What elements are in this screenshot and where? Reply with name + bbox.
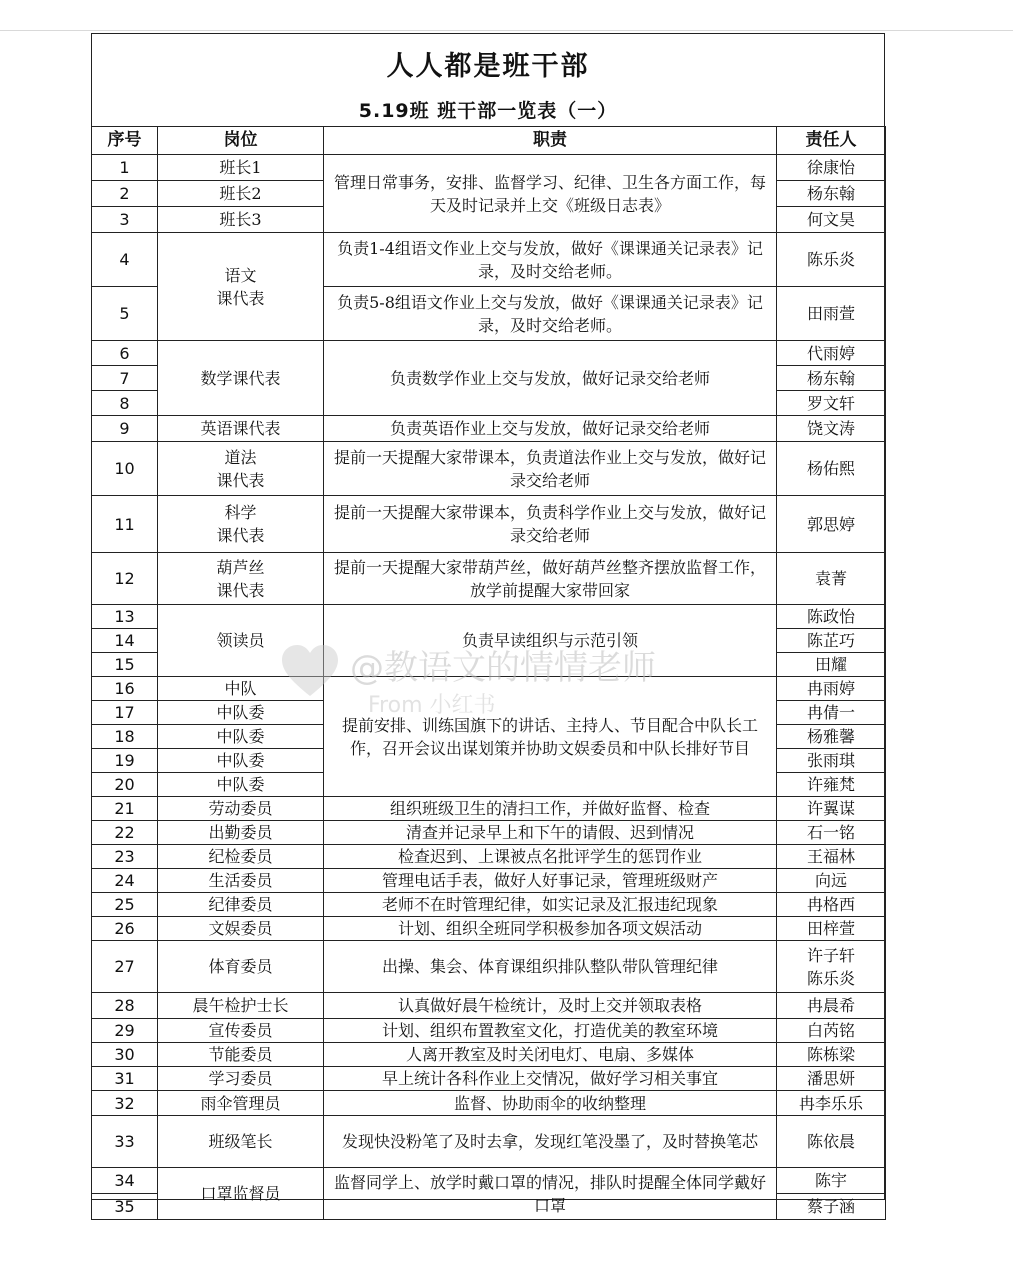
row-post: 中队委 — [158, 701, 324, 725]
table-row — [92, 1116, 886, 1168]
row-duty: 发现快没粉笔了及时去拿，发现红笔没墨了，及时替换笔芯 — [324, 1116, 777, 1168]
row-index: 30 — [92, 1043, 158, 1067]
table-row — [92, 893, 886, 917]
row-post: 中队委 — [158, 749, 324, 773]
table-row — [92, 993, 886, 1019]
row-index: 33 — [92, 1116, 158, 1168]
row-duty: 管理日常事务，安排、监督学习、纪律、卫生各方面工作，每天及时记录并上交《班级日志表》 — [324, 155, 777, 233]
table-row — [92, 496, 886, 553]
row-post: 雨伞管理员 — [158, 1091, 324, 1116]
row-duty: 监督、协助雨伞的收纳整理 — [324, 1091, 777, 1116]
row-owner: 袁菁 — [777, 553, 886, 605]
row-index: 12 — [92, 553, 158, 605]
watermark-handle: From 小红书 — [368, 693, 496, 718]
table-row — [92, 341, 886, 366]
row-index: 4 — [92, 233, 158, 287]
row-index: 16 — [92, 677, 158, 701]
row-owner: 郭思婷 — [777, 496, 886, 553]
row-post: 中队委 — [158, 725, 324, 749]
row-duty: 提前一天提醒大家带课本，负责科学作业上交与发放，做好记录交给老师 — [324, 496, 777, 553]
row-post: 班长3 — [158, 207, 324, 233]
table-row — [92, 1019, 886, 1043]
table-row — [92, 869, 886, 893]
table-row — [92, 416, 886, 442]
watermark-text: @教语文的情情老师 — [350, 648, 656, 688]
row-post: 口罩监督员 — [158, 1168, 324, 1220]
row-index: 9 — [92, 416, 158, 442]
row-index: 27 — [92, 941, 158, 993]
row-post: 班长2 — [158, 181, 324, 207]
row-owner: 冉晨希 — [777, 993, 886, 1019]
row-duty: 提前安排、训练国旗下的讲话、主持人、节目配合中队长工作，召开会议出谋划策并协助文娱委员和中队长排好节目 — [324, 677, 777, 797]
row-owner: 许雍梵 — [777, 773, 886, 797]
row-index: 14 — [92, 629, 158, 653]
row-index: 1 — [92, 155, 158, 181]
top-divider — [0, 30, 1013, 31]
header-index: 序号 — [92, 127, 158, 155]
row-post: 纪检委员 — [158, 845, 324, 869]
row-duty: 负责5-8组语文作业上交与发放，做好《课课通关记录表》记录，及时交给老师。 — [324, 287, 777, 341]
row-index: 15 — [92, 653, 158, 677]
row-owner: 何文昊 — [777, 207, 886, 233]
row-post: 宣传委员 — [158, 1019, 324, 1043]
header-duty: 职责 — [324, 127, 777, 155]
row-post: 英语课代表 — [158, 416, 324, 442]
row-index: 7 — [92, 366, 158, 391]
row-owner: 许子轩 陈乐炎 — [777, 941, 886, 993]
row-owner: 冉倩一 — [777, 701, 886, 725]
row-post: 晨午检护士长 — [158, 993, 324, 1019]
row-owner: 饶文涛 — [777, 416, 886, 442]
table-row — [92, 1168, 886, 1194]
row-duty: 负责早读组织与示范引领 — [324, 605, 777, 677]
row-owner: 代雨婷 — [777, 341, 886, 366]
row-post: 劳动委员 — [158, 797, 324, 821]
row-owner: 许翼谋 — [777, 797, 886, 821]
row-duty: 提前一天提醒大家带课本，负责道法作业上交与发放，做好记录交给老师 — [324, 442, 777, 496]
row-owner: 杨东翰 — [777, 181, 886, 207]
table-row — [92, 797, 886, 821]
row-post: 语文 课代表 — [158, 233, 324, 341]
row-post: 体育委员 — [158, 941, 324, 993]
page-title: 人人都是班干部 — [386, 51, 590, 82]
table-row — [92, 1091, 886, 1116]
row-post: 班级笔长 — [158, 1116, 324, 1168]
row-owner: 杨雅馨 — [777, 725, 886, 749]
row-index: 6 — [92, 341, 158, 366]
row-index: 20 — [92, 773, 158, 797]
header-owner: 责任人 — [777, 127, 886, 155]
row-index: 21 — [92, 797, 158, 821]
row-index: 26 — [92, 917, 158, 941]
row-index: 24 — [92, 869, 158, 893]
row-post: 节能委员 — [158, 1043, 324, 1067]
row-duty: 出操、集会、体育课组织排队整队带队管理纪律 — [324, 941, 777, 993]
table-row — [92, 845, 886, 869]
row-index: 22 — [92, 821, 158, 845]
header-post: 岗位 — [158, 127, 324, 155]
row-owner: 冉雨婷 — [777, 677, 886, 701]
row-index: 10 — [92, 442, 158, 496]
table-row — [92, 1043, 886, 1067]
row-index: 31 — [92, 1067, 158, 1091]
row-index: 8 — [92, 391, 158, 416]
row-owner: 田雨萱 — [777, 287, 886, 341]
table-row — [92, 155, 886, 181]
row-owner: 蔡子涵 — [777, 1194, 886, 1220]
row-owner: 田梓萱 — [777, 917, 886, 941]
row-owner: 陈政怡 — [777, 605, 886, 629]
row-duty: 组织班级卫生的清扫工作，并做好监督、检查 — [324, 797, 777, 821]
row-duty: 人离开教室及时关闭电灯、电扇、多媒体 — [324, 1043, 777, 1067]
row-owner: 田耀 — [777, 653, 886, 677]
table-row — [92, 553, 886, 605]
row-owner: 冉李乐乐 — [777, 1091, 886, 1116]
row-duty: 老师不在时管理纪律，如实记录及汇报违纪现象 — [324, 893, 777, 917]
row-index: 2 — [92, 181, 158, 207]
row-owner: 向远 — [777, 869, 886, 893]
row-duty: 负责英语作业上交与发放，做好记录交给老师 — [324, 416, 777, 442]
row-owner: 王福林 — [777, 845, 886, 869]
row-post: 中队 — [158, 677, 324, 701]
row-owner: 杨佑熙 — [777, 442, 886, 496]
row-duty: 监督同学上、放学时戴口罩的情况，排队时提醒全体同学戴好口罩 — [324, 1168, 777, 1220]
row-index: 5 — [92, 287, 158, 341]
row-duty: 清查并记录早上和下午的请假、迟到情况 — [324, 821, 777, 845]
row-post: 出勤委员 — [158, 821, 324, 845]
row-owner: 石一铭 — [777, 821, 886, 845]
table-row — [92, 941, 886, 993]
row-owner: 张雨琪 — [777, 749, 886, 773]
row-post: 葫芦丝 课代表 — [158, 553, 324, 605]
row-index: 34 — [92, 1168, 158, 1194]
row-index: 28 — [92, 993, 158, 1019]
page-subtitle: 5.19班 班干部一览表（一） — [358, 100, 618, 122]
row-owner: 白芮铭 — [777, 1019, 886, 1043]
row-post: 中队委 — [158, 773, 324, 797]
row-duty: 计划、组织布置教室文化，打造优美的教室环境 — [324, 1019, 777, 1043]
row-duty: 认真做好晨午检统计，及时上交并领取表格 — [324, 993, 777, 1019]
table-row — [92, 605, 886, 629]
row-duty: 提前一天提醒大家带葫芦丝，做好葫芦丝整齐摆放监督工作，放学前提醒大家带回家 — [324, 553, 777, 605]
row-post: 科学 课代表 — [158, 496, 324, 553]
row-duty: 负责1-4组语文作业上交与发放，做好《课课通关记录表》记录，及时交给老师。 — [324, 233, 777, 287]
row-post: 班长1 — [158, 155, 324, 181]
row-post: 生活委员 — [158, 869, 324, 893]
row-post: 纪律委员 — [158, 893, 324, 917]
table-row — [92, 917, 886, 941]
row-post: 文娱委员 — [158, 917, 324, 941]
row-owner: 陈芷巧 — [777, 629, 886, 653]
row-index: 3 — [92, 207, 158, 233]
row-index: 32 — [92, 1091, 158, 1116]
row-duty: 负责数学作业上交与发放，做好记录交给老师 — [324, 341, 777, 416]
row-duty: 计划、组织全班同学积极参加各项文娱活动 — [324, 917, 777, 941]
row-post: 数学课代表 — [158, 341, 324, 416]
cadre-table — [91, 126, 886, 1220]
row-index: 35 — [92, 1194, 158, 1220]
row-index: 18 — [92, 725, 158, 749]
table-row — [92, 233, 886, 287]
row-owner: 陈依晨 — [777, 1116, 886, 1168]
table-row — [92, 442, 886, 496]
row-duty: 管理电话手表，做好人好事记录，管理班级财产 — [324, 869, 777, 893]
row-index: 29 — [92, 1019, 158, 1043]
row-owner: 罗文轩 — [777, 391, 886, 416]
row-index: 25 — [92, 893, 158, 917]
table-row — [92, 821, 886, 845]
table-header-row — [92, 127, 886, 155]
row-post: 学习委员 — [158, 1067, 324, 1091]
row-post: 领读员 — [158, 605, 324, 677]
row-index: 19 — [92, 749, 158, 773]
row-owner: 潘思妍 — [777, 1067, 886, 1091]
row-owner: 陈宇 — [777, 1168, 886, 1194]
row-index: 23 — [92, 845, 158, 869]
row-owner: 陈乐炎 — [777, 233, 886, 287]
row-index: 11 — [92, 496, 158, 553]
row-owner: 徐康怡 — [777, 155, 886, 181]
row-post: 道法 课代表 — [158, 442, 324, 496]
table-row — [92, 1067, 886, 1091]
row-index: 13 — [92, 605, 158, 629]
row-index: 17 — [92, 701, 158, 725]
row-owner: 冉格西 — [777, 893, 886, 917]
row-duty: 早上统计各科作业上交情况，做好学习相关事宜 — [324, 1067, 777, 1091]
row-owner: 陈栋梁 — [777, 1043, 886, 1067]
table-row — [92, 677, 886, 701]
row-owner: 杨东翰 — [777, 366, 886, 391]
row-duty: 检查迟到、上课被点名批评学生的惩罚作业 — [324, 845, 777, 869]
